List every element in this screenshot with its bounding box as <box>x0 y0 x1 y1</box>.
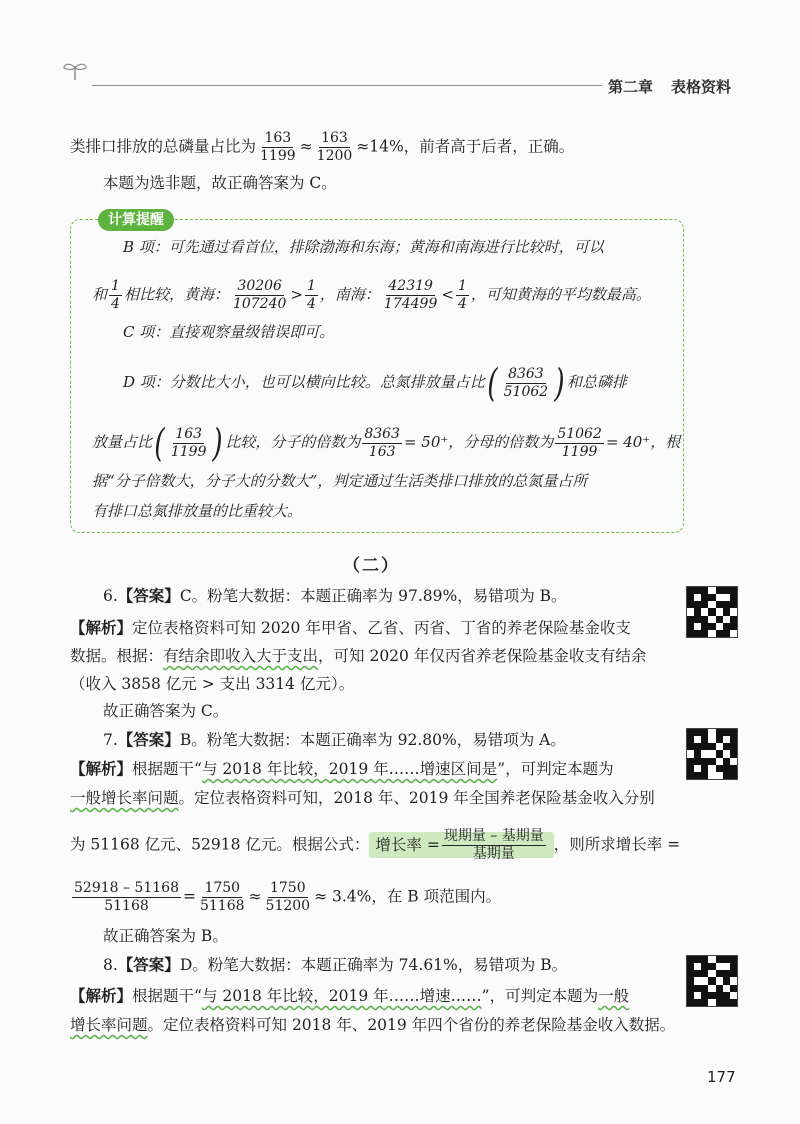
q7-final: 故正确答案为 B。 <box>103 927 228 945</box>
fraction: $\frac{163}{1200}$ <box>316 130 353 164</box>
page-number: 177 <box>707 1068 736 1086</box>
growth-rate-formula: 增长率 = $\frac{\text{现期量 – 基期量}}{\text{基期量}}$ <box>369 832 553 858</box>
q8-analysis-line-1: 【解析】根据题干“与 2018 年比较，2019 年……增速……”，可判定本题为一般 <box>70 986 630 1005</box>
q7-answer-line: 7.【答案】B。粉笔大数据：本题正确率为 92.80%，易错项为 A。 <box>103 730 566 749</box>
leaf-icon <box>60 60 90 82</box>
calc-d-line-1: D 项：分数比大小，也可以横向比较。总氮排放量占比( $\frac{8363}{51062}$ ) 和总磷排 <box>123 361 628 405</box>
q7-analysis-line-1: 【解析】根据题干“与 2018 年比较，2019 年……增速区间是”，可判定本题为 <box>70 759 614 778</box>
calc-b-line-2: 和 $\frac{1}{4}$ 相比较，黄海： $\frac{30206}{107240}$ > $\frac{1}{4}$ ，南海： $\frac{42319}{174499}$ < $\frac{1}{4}$ ，可知黄海的平均数最高。 <box>92 278 651 312</box>
q6-final: 故正确答案为 C。 <box>103 702 229 720</box>
calc-d-line-2: 放量占比( $\frac{163}{1199}$ ) 比较，分子的倍数为 $\frac{8363}{163}$ = 50⁺，分母的倍数为 $\frac{51062}{1199}$ = 40⁺，根 <box>92 421 681 465</box>
intro-line-1: 类排口排放的总磷量占比为 $\frac{163}{1199}$ ≈ $\frac{163}{1200}$ ≈14%，前者高于后者，正确。 <box>70 130 575 164</box>
calc-d-line-4: 有排口总氮排放量的比重较大。 <box>92 502 303 520</box>
chapter-number: 第二章 <box>608 78 654 96</box>
q7-analysis-line-3: 为 51168 亿元、52918 亿元。根据公式： 增长率 = $\frac{\text{现期量 – 基期量}}{\text{基期量}}$ ，则所求增长率 = <box>70 828 681 862</box>
calc-b-line-1: B 项：可先通过看首位，排除渤海和东海；黄海和南海进行比较时，可以 <box>123 238 604 256</box>
chapter-header <box>608 76 731 97</box>
fraction: $\frac{163}{1199}$ <box>260 130 296 164</box>
qr-code-icon[interactable] <box>686 728 738 780</box>
qr-code-icon[interactable] <box>686 586 738 638</box>
q6-analysis-line-3: （收入 3858 亿元 > 支出 3314 亿元）。 <box>70 675 355 693</box>
q7-analysis-line-2: 一般增长率问题。定位表格资料可知，2018 年、2019 年全国养老保险基金收入分别 <box>70 789 655 807</box>
q8-answer-line: 8.【答案】D。粉笔大数据：本题正确率为 74.61%，易错项为 B。 <box>103 955 568 974</box>
q6-analysis-line-1: 【解析】定位表格资料可知 2020 年甲省、乙省、丙省、丁省的养老保险基金收支 <box>70 618 631 637</box>
q6-analysis-line-2: 数据。根据：有结余即收入大于支出，可知 2020 年仅丙省养老保险基金收支有结余 <box>70 647 647 665</box>
section-title: （二） <box>343 556 400 576</box>
calc-d-line-3: 据“分子倍数大，分子大的分数大”，判定通过生活类排口排放的总氮量占所 <box>92 472 588 490</box>
intro-line-2: 本题为选非题，故正确答案为 C。 <box>103 174 337 192</box>
qr-code-icon[interactable] <box>686 955 738 1007</box>
q6-answer-line: 6.【答案】C。粉笔大数据：本题正确率为 97.89%，易错项为 B。 <box>103 586 567 605</box>
calc-reminder-tag: 计算提醒 <box>98 209 174 231</box>
chapter-title: 表格资料 <box>671 78 732 96</box>
q7-analysis-line-4: $\frac{52918 - 51168}{51168}$ = $\frac{1750}{51168}$ ≈ $\frac{1750}{51200}$ ≈ 3.4%，在 B 项范围内。 <box>74 880 502 914</box>
header-rule <box>92 85 602 86</box>
q8-analysis-line-2: 增长率问题。定位表格资料可知 2018 年、2019 年四个省份的养老保险基金收入数据。 <box>70 1016 676 1034</box>
calc-c-line: C 项：直接观察量级错误即可。 <box>123 323 335 341</box>
